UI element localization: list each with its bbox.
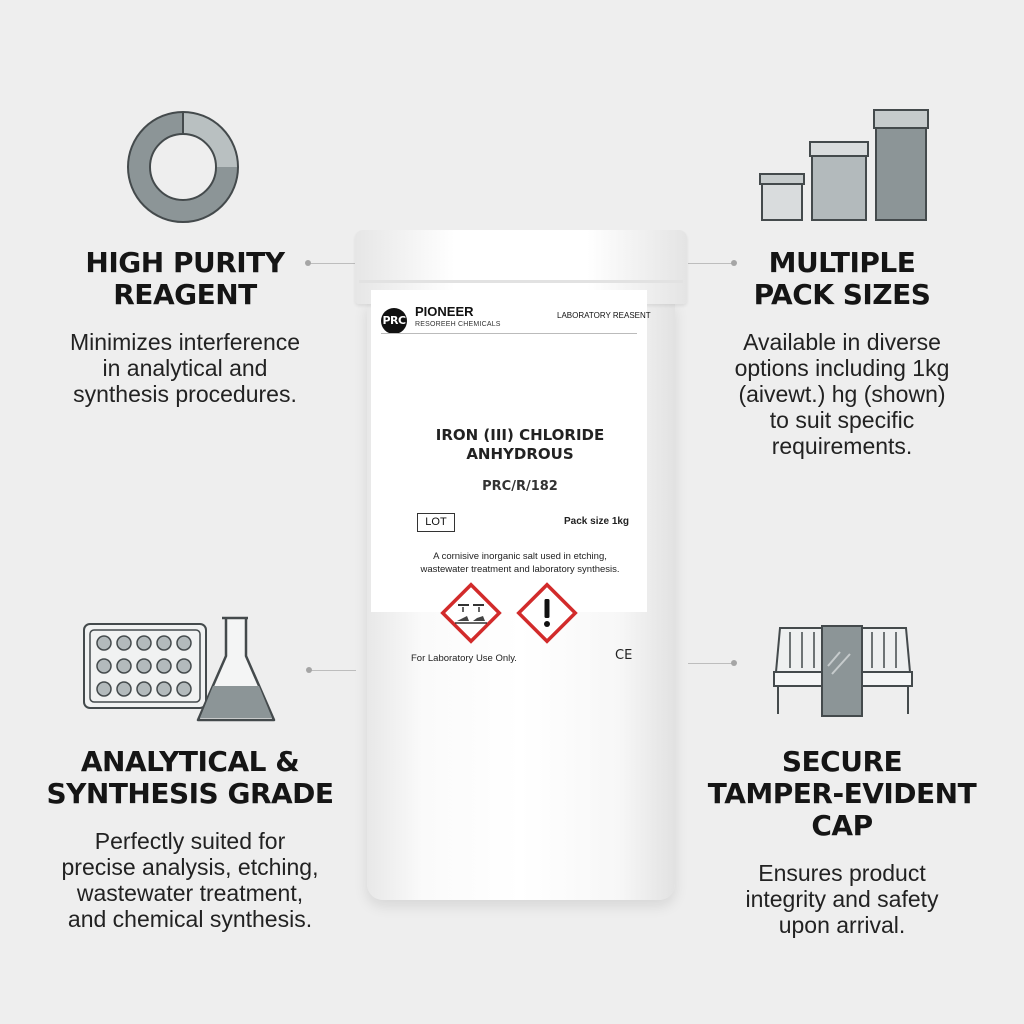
connector-dot [731, 260, 737, 266]
ce-mark: CE [615, 648, 633, 663]
lab-use-note: For Laboratory Use Only. [411, 653, 517, 664]
feature-grade [40, 746, 340, 932]
well-plate-flask-icon [82, 612, 282, 726]
feature-description: Ensures product integrity and safety upon arrival. [745, 860, 939, 938]
brand-logo: PRC [381, 308, 407, 334]
connector-dot [731, 660, 737, 666]
feature-title: MULTIPLE PACK SIZES [753, 246, 931, 311]
connector-line [310, 670, 356, 671]
connector-dot [306, 667, 312, 673]
product-name: IRON (III) CHLORIDE ANHYDROUS [435, 426, 605, 463]
corrosive-icon [439, 581, 503, 645]
feature-description: Available in diverse options including 1kg (aivewt.) hg (shown) to suit specific requirements. [734, 329, 950, 459]
tamper-seal-icon [770, 624, 916, 718]
reagent-tag: LABORATORY REASENT [557, 311, 651, 320]
lot-box: LOT [417, 513, 455, 532]
connector-dot [305, 260, 311, 266]
cap-ridge [359, 280, 683, 283]
brand-subtitle: RESOREEH CHEMICALS [415, 321, 501, 328]
brand-name: PIONEER [415, 304, 474, 319]
product-code: PRC/R/182 [482, 479, 558, 494]
pack-size: Pack size 1kg [564, 516, 630, 527]
connector-line [688, 663, 734, 664]
feature-title: SECURE TAMPER-EVIDENT CAP [707, 745, 977, 842]
feature-description: Minimizes interference in analytical and synthesis procedures. [69, 329, 301, 407]
label-divider [381, 333, 637, 334]
exclamation-icon [515, 581, 579, 645]
product-description: A cornisive inorganic salt used in etching, wastewater treatment and laboratory synthesis. [420, 551, 620, 575]
feature-title: HIGH PURITY REAGENT [85, 246, 285, 311]
reagent-jar [355, 230, 687, 900]
feature-description: Perfectly suited for precise analysis, etching, wastewater treatment, and chemical synthesis. [61, 828, 319, 932]
connector-line [688, 263, 734, 264]
connector-line [308, 263, 356, 264]
containers-icon [758, 108, 930, 222]
feature-title: ANALYTICAL & SYNTHESIS GRADE [46, 745, 334, 810]
feature-high-purity [40, 247, 330, 407]
feature-pack-sizes [700, 247, 984, 459]
purity-ring-icon [124, 108, 242, 226]
feature-tamper [700, 746, 984, 938]
